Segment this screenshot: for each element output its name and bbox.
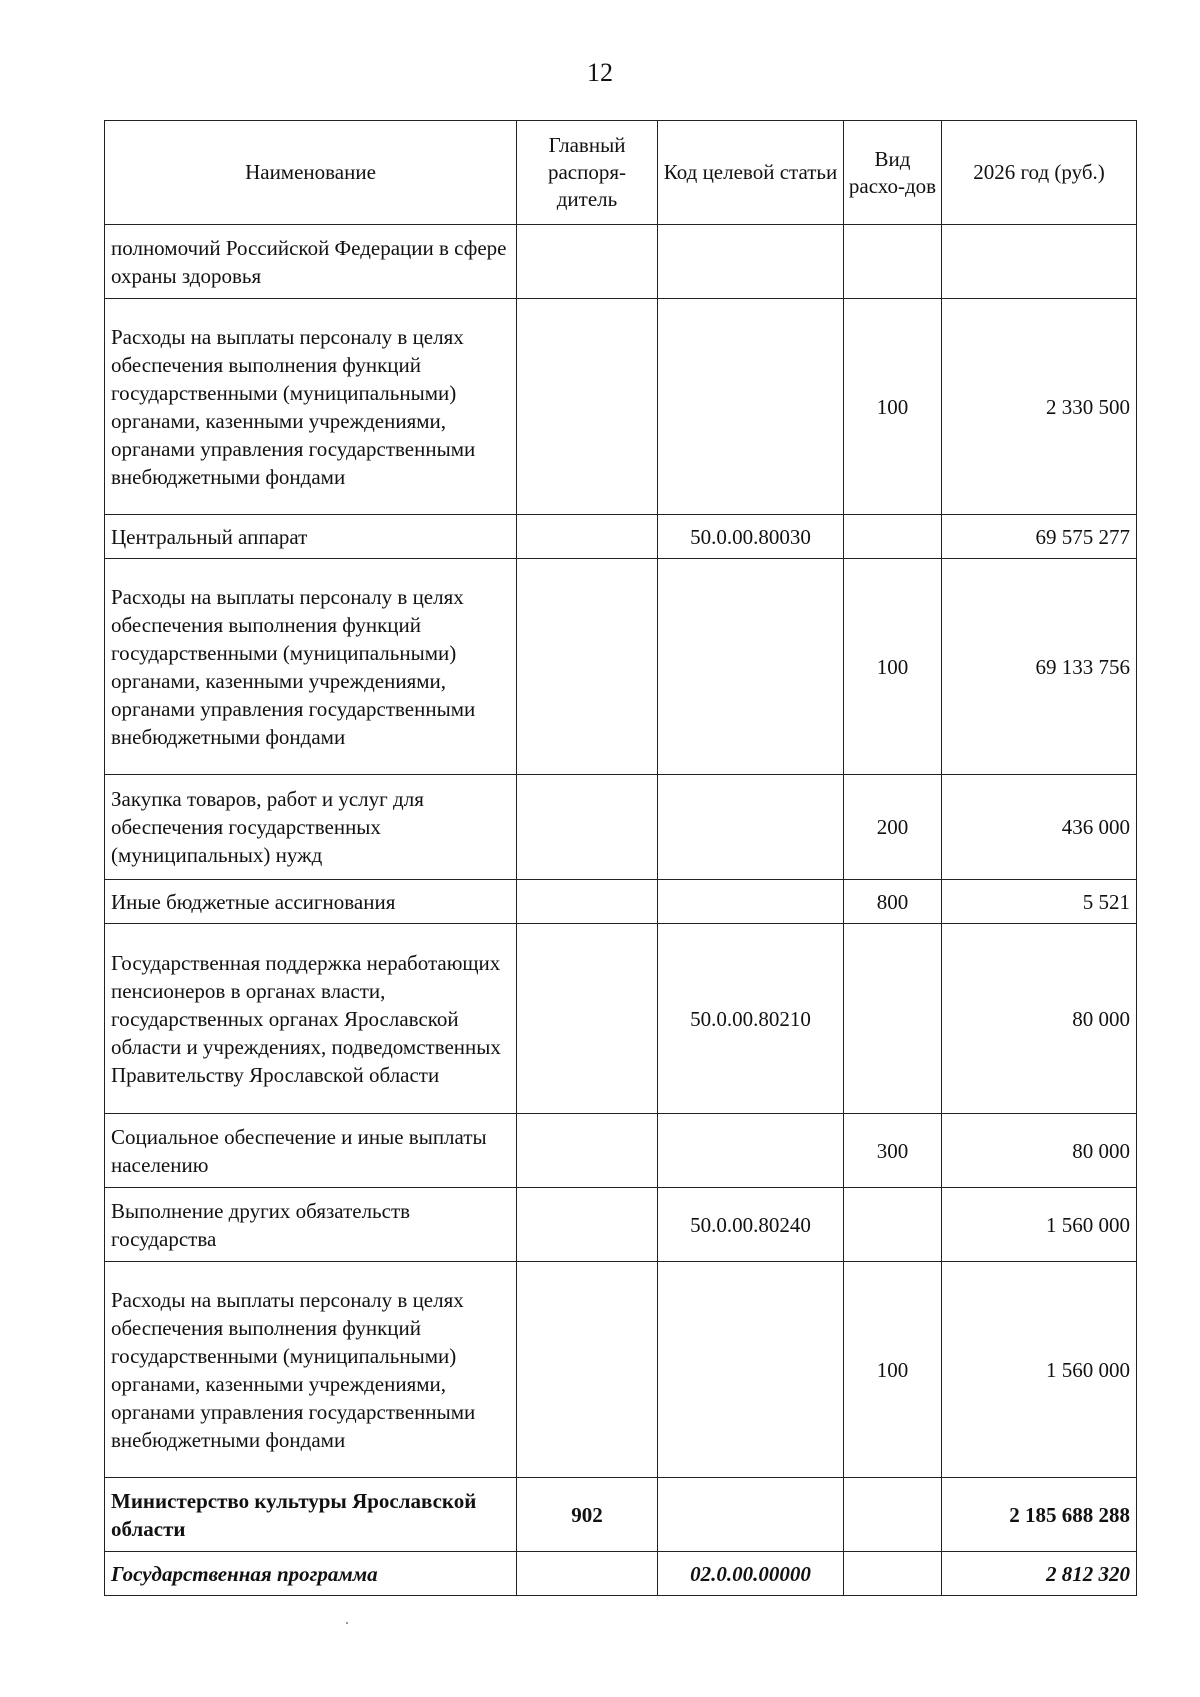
row-amount: 69 133 756	[942, 559, 1137, 775]
row-amount: 80 000	[942, 924, 1137, 1114]
budget-table	[104, 120, 1137, 1596]
row-target-code	[658, 1478, 844, 1552]
row-target-code	[658, 225, 844, 299]
row-target-code	[658, 559, 844, 775]
header-amount: 2026 год (руб.)	[942, 121, 1137, 225]
row-expense-type: 300	[844, 1114, 942, 1188]
row-target-code	[658, 775, 844, 880]
row-name: полномочий Российской Федерации в сфере охраны здоровья	[105, 225, 517, 299]
page-number: 12	[587, 58, 613, 87]
row-target-code: 50.0.00.80030	[658, 515, 844, 559]
row-amount: 80 000	[942, 1114, 1137, 1188]
row-name: Социальное обеспечение и иные выплаты населению	[105, 1114, 517, 1188]
row-main-admin	[517, 924, 658, 1114]
row-main-admin	[517, 880, 658, 924]
row-name: Выполнение других обязательств государства	[105, 1188, 517, 1262]
row-main-admin: 902	[517, 1478, 658, 1552]
row-expense-type	[844, 924, 942, 1114]
row-expense-type	[844, 515, 942, 559]
row-target-code: 50.0.00.80240	[658, 1188, 844, 1262]
table-row	[105, 1188, 1137, 1262]
row-name: Государственная поддержка неработающих пенсионеров в органах власти, государственных органах Ярославской области и учреждениях, подведомственных Правительству Ярославской области	[105, 924, 517, 1114]
row-amount: 1 560 000	[942, 1188, 1137, 1262]
row-name: Расходы на выплаты персоналу в целях обеспечения выполнения функций государственными (муниципальными) органами, казенными учреждениями, органами управления государственными внебюджетными фондами	[105, 559, 517, 775]
row-main-admin	[517, 1114, 658, 1188]
row-expense-type	[844, 225, 942, 299]
row-main-admin	[517, 515, 658, 559]
header-name: Наименование	[105, 121, 517, 225]
row-name: Расходы на выплаты персоналу в целях обеспечения выполнения функций государственными (муниципальными) органами, казенными учреждениями, органами управления государственными внебюджетными фондами	[105, 1262, 517, 1478]
row-name: Иные бюджетные ассигнования	[105, 880, 517, 924]
table-row	[105, 1478, 1137, 1552]
scan-speck	[346, 1622, 348, 1624]
row-expense-type	[844, 1478, 942, 1552]
row-amount: 436 000	[942, 775, 1137, 880]
row-main-admin	[517, 1552, 658, 1596]
row-name: Государственная программа	[105, 1552, 517, 1596]
table-row	[105, 1552, 1137, 1596]
row-main-admin	[517, 1188, 658, 1262]
row-amount	[942, 225, 1137, 299]
row-amount: 2 812 320	[942, 1552, 1137, 1596]
row-target-code	[658, 1262, 844, 1478]
row-main-admin	[517, 559, 658, 775]
row-name: Министерство культуры Ярославской области	[105, 1478, 517, 1552]
row-amount: 1 560 000	[942, 1262, 1137, 1478]
row-target-code	[658, 1114, 844, 1188]
row-expense-type: 100	[844, 299, 942, 515]
row-expense-type: 800	[844, 880, 942, 924]
row-name: Закупка товаров, работ и услуг для обеспечения государственных (муниципальных) нужд	[105, 775, 517, 880]
row-main-admin	[517, 1262, 658, 1478]
row-expense-type: 100	[844, 559, 942, 775]
row-target-code: 50.0.00.80210	[658, 924, 844, 1114]
row-main-admin	[517, 299, 658, 515]
row-target-code	[658, 880, 844, 924]
table-row	[105, 924, 1137, 1114]
row-expense-type: 100	[844, 1262, 942, 1478]
table-row	[105, 880, 1137, 924]
row-amount: 2 185 688 288	[942, 1478, 1137, 1552]
row-name: Расходы на выплаты персоналу в целях обеспечения выполнения функций государственными (муниципальными) органами, казенными учреждениями, органами управления государственными внебюджетными фондами	[105, 299, 517, 515]
table-row	[105, 775, 1137, 880]
header-target-code: Код целевой статьи	[658, 121, 844, 225]
header-main-admin: Главный распоря-дитель	[517, 121, 658, 225]
row-main-admin	[517, 225, 658, 299]
table-row	[105, 299, 1137, 515]
table-row	[105, 1262, 1137, 1478]
row-expense-type: 200	[844, 775, 942, 880]
row-name: Центральный аппарат	[105, 515, 517, 559]
row-amount: 69 575 277	[942, 515, 1137, 559]
table-row	[105, 225, 1137, 299]
row-main-admin	[517, 775, 658, 880]
row-amount: 2 330 500	[942, 299, 1137, 515]
table-row	[105, 515, 1137, 559]
row-expense-type	[844, 1552, 942, 1596]
row-target-code: 02.0.00.00000	[658, 1552, 844, 1596]
row-target-code	[658, 299, 844, 515]
table-row	[105, 1114, 1137, 1188]
table-row	[105, 559, 1137, 775]
row-amount: 5 521	[942, 880, 1137, 924]
row-expense-type	[844, 1188, 942, 1262]
header-expense-type: Вид расхо-дов	[844, 121, 942, 225]
table-header-row	[105, 121, 1137, 225]
